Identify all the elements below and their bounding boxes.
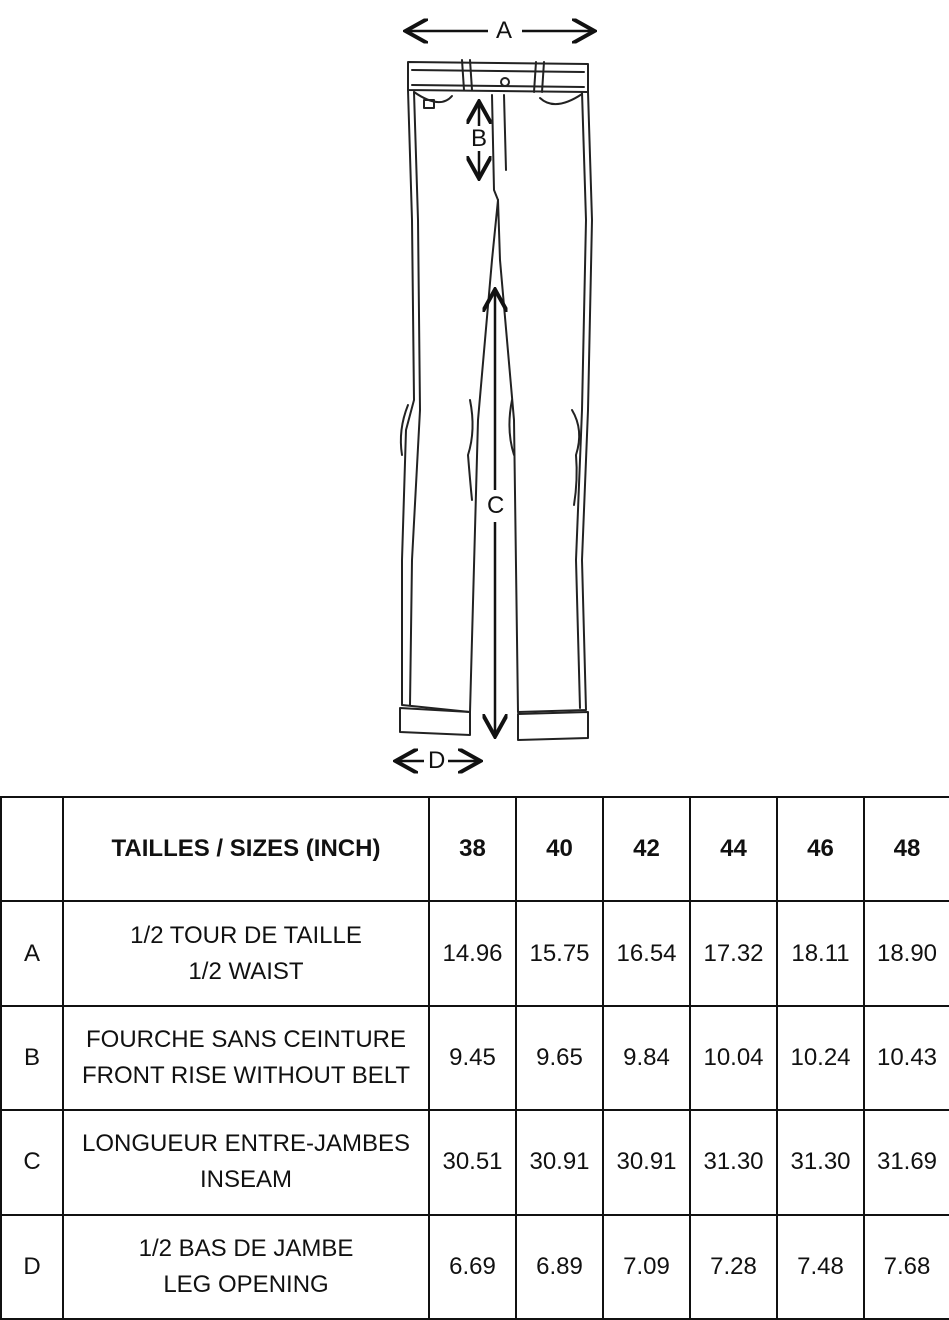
size-header: 42 xyxy=(603,797,690,901)
size-header: 44 xyxy=(690,797,777,901)
row-description xyxy=(63,1215,429,1319)
measurement-cell: 30.91 xyxy=(603,1110,690,1214)
dimension-label-a: A xyxy=(496,17,513,44)
row-key: C xyxy=(1,1110,63,1214)
dimension-arrows xyxy=(398,31,592,761)
measurement-cell: 9.65 xyxy=(516,1006,603,1110)
measurement-cell: 15.75 xyxy=(516,901,603,1005)
description-en: 1/2 WAIST xyxy=(188,957,304,985)
description-en: INSEAM xyxy=(199,1166,292,1194)
description-en: LEG OPENING xyxy=(163,1270,329,1298)
measurement-cell: 31.69 xyxy=(864,1110,949,1214)
measurement-cell: 14.96 xyxy=(429,901,516,1005)
row-key: B xyxy=(1,1006,63,1110)
table-row xyxy=(1,1006,949,1110)
size-header: 48 xyxy=(864,797,949,901)
table-row xyxy=(1,1215,949,1319)
size-chart-table xyxy=(0,796,949,1320)
measurement-cell: 18.90 xyxy=(864,901,949,1005)
size-header: 46 xyxy=(777,797,864,901)
measurement-cell: 30.91 xyxy=(516,1110,603,1214)
measurement-cell: 30.51 xyxy=(429,1110,516,1214)
measurement-cell: 10.24 xyxy=(777,1006,864,1110)
dimension-label-d: D xyxy=(428,747,446,774)
measurement-cell: 31.30 xyxy=(690,1110,777,1214)
measurement-cell: 10.43 xyxy=(864,1006,949,1110)
table-row xyxy=(1,901,949,1005)
size-header: 40 xyxy=(516,797,603,901)
measurement-cell: 7.68 xyxy=(864,1215,949,1319)
measurement-cell: 7.09 xyxy=(603,1215,690,1319)
description-fr: LONGUEUR ENTRE-JAMBES xyxy=(81,1130,411,1158)
measurement-cell: 9.45 xyxy=(429,1006,516,1110)
row-description xyxy=(63,1110,429,1214)
measurement-cell: 31.30 xyxy=(777,1110,864,1214)
row-key: A xyxy=(1,901,63,1005)
table-corner-cell xyxy=(1,797,63,901)
measurement-cell: 6.69 xyxy=(429,1215,516,1319)
measurement-cell: 9.84 xyxy=(603,1006,690,1110)
measurement-cell: 16.54 xyxy=(603,901,690,1005)
row-description xyxy=(63,901,429,1005)
size-header: 38 xyxy=(429,797,516,901)
measurement-cell: 10.04 xyxy=(690,1006,777,1110)
measurement-cell: 7.28 xyxy=(690,1215,777,1319)
row-key: D xyxy=(1,1215,63,1319)
dimension-label-b: B xyxy=(471,125,488,152)
table-title: TAILLES / SIZES (INCH) xyxy=(63,797,429,901)
description-en: FRONT RISE WITHOUT BELT xyxy=(81,1061,411,1089)
description-fr: 1/2 TOUR DE TAILLE xyxy=(130,921,362,949)
description-fr: 1/2 BAS DE JAMBE xyxy=(138,1234,354,1262)
description-fr: FOURCHE SANS CEINTURE xyxy=(85,1025,407,1053)
dimension-label-c: C xyxy=(487,492,505,519)
table-row xyxy=(1,1110,949,1214)
table-header-row xyxy=(1,797,949,901)
measurement-cell: 18.11 xyxy=(777,901,864,1005)
measurement-cell: 6.89 xyxy=(516,1215,603,1319)
measurement-cell: 17.32 xyxy=(690,901,777,1005)
measurement-cell: 7.48 xyxy=(777,1215,864,1319)
row-description xyxy=(63,1006,429,1110)
